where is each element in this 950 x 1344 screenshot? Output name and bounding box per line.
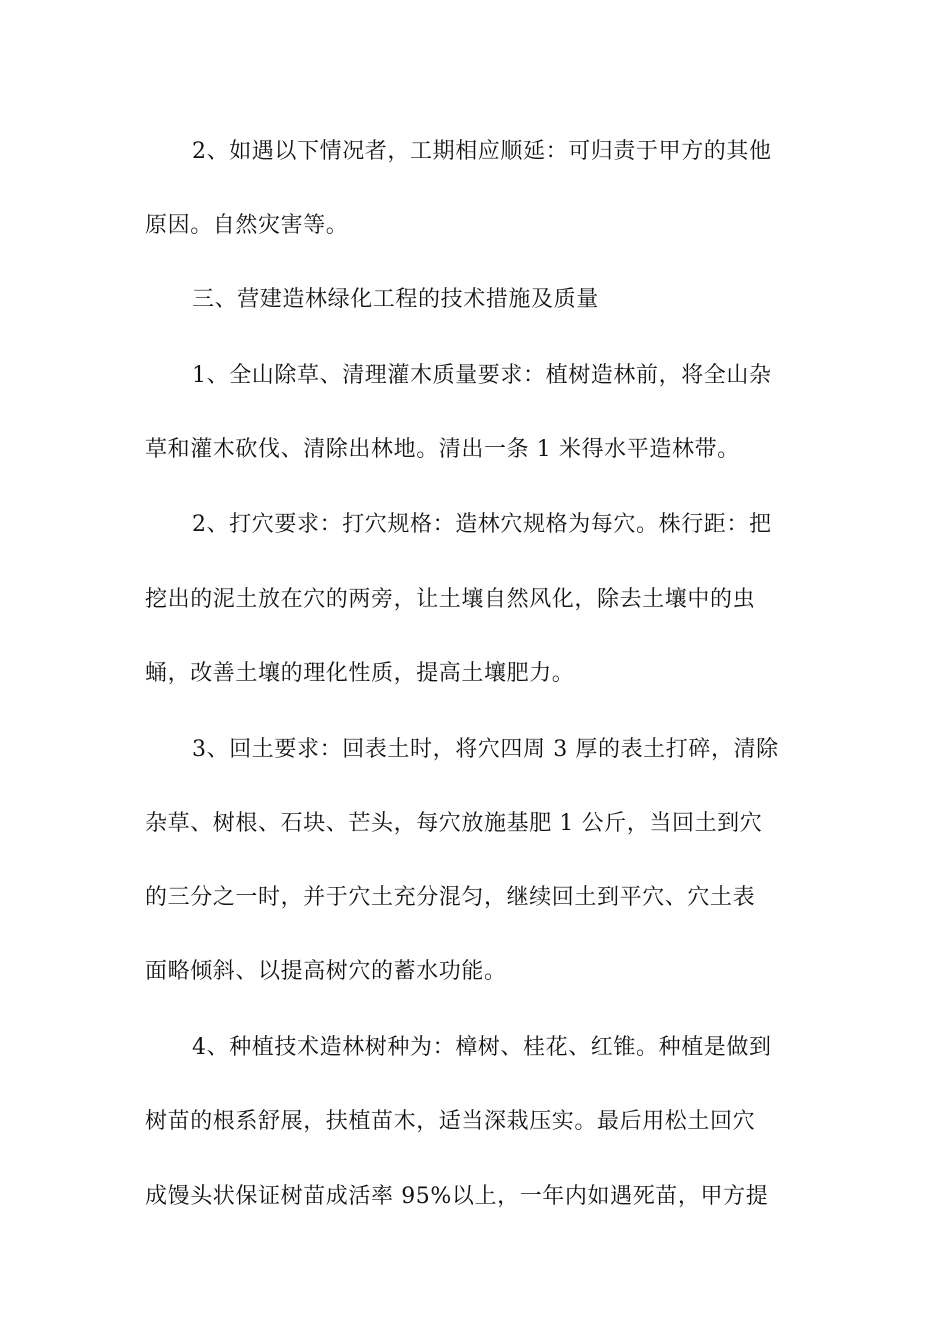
paragraph-line: 草和灌木砍伐、清除出林地。清出一条 1 米得水平造林带。: [145, 437, 740, 462]
paragraph-line: 杂草、树根、石块、芒头，每穴放施基肥 1 公斤，当回土到穴: [145, 811, 763, 836]
paragraph-line: 成馒头状保证树苗成活率 95%以上，一年内如遇死苗，甲方提: [145, 1184, 769, 1209]
paragraph-line: 蛹，改善土壤的理化性质，提高土壤肥力。: [145, 661, 575, 686]
paragraph-line: 面略倾斜、以提高树穴的蓄水功能。: [145, 959, 507, 984]
paragraph-line: 4、种植技术造林树种为：樟树、桂花、红锥。种植是做到: [192, 1035, 772, 1060]
paragraph-line: 2、如遇以下情况者，工期相应顺延：可归责于甲方的其他: [192, 139, 772, 164]
paragraph-line: 挖出的泥土放在穴的两旁，让土壤自然风化，除去土壤中的虫: [145, 587, 756, 612]
paragraph-line: 1、全山除草、清理灌木质量要求：植树造林前，将全山杂: [192, 363, 772, 388]
paragraph-line: 树苗的根系舒展，扶植苗木，适当深栽压实。最后用松土回穴: [145, 1109, 756, 1134]
paragraph-line: 2、打穴要求：打穴规格：造林穴规格为每穴。株行距：把: [192, 512, 772, 537]
paragraph-line: 的三分之一时，并于穴土充分混匀，继续回土到平穴、穴土表: [145, 885, 756, 910]
paragraph-line: 3、回土要求：回表土时，将穴四周 3 厚的表土打碎，清除: [192, 737, 779, 762]
section-heading: 三、营建造林绿化工程的技术措施及质量: [192, 287, 599, 312]
paragraph-line: 原因。自然灾害等。: [145, 213, 349, 238]
